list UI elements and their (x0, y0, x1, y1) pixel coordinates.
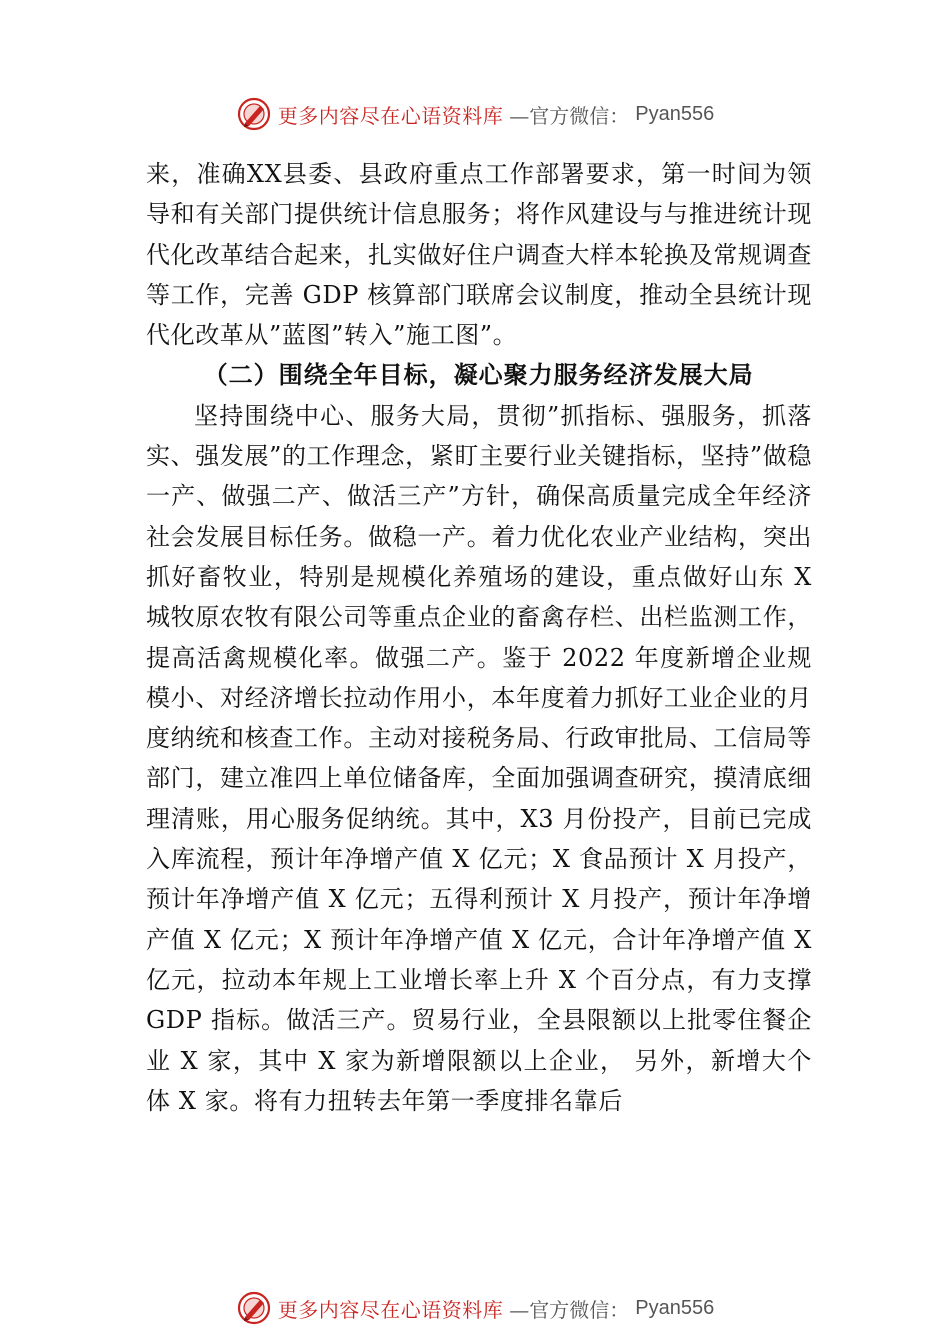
watermark-brand: 更多内容尽在心语资料库 (277, 103, 504, 128)
pen-logo-icon (236, 96, 272, 132)
pen-logo-icon (236, 1290, 272, 1326)
watermark-brand: 更多内容尽在心语资料库 (277, 1297, 504, 1322)
watermark-separator: —官方微信： (509, 103, 630, 128)
document-body (146, 154, 812, 1121)
watermark-wechat-id: Pyan556 (635, 1296, 715, 1319)
watermark-separator: —官方微信： (509, 1297, 630, 1322)
paragraph-section-2: 坚持围绕中心、服务大局，贯彻”抓指标、强服务，抓落实、强发展”的工作理念，紧盯主要行业关键指标，坚持”做稳一产、做强二产、做活三产”方针，确保高质量完成全年经济社会发展目标任务。做稳一产。着力优化农业产业结构，突出抓好畜牧业，特别是规模化养殖场的建设，重点做好山东 X 城牧原农牧有限公司等重点企业的畜禽存栏、出栏监测工作，提高活禽规模化率。做强二产。鉴于 2022 年度新增企业规模小、对经济增长拉动作用小，本年度着力抓好工业企业的月度纳统和核查工作。主动对接税务局、行政审批局、工信局等部门，建立准四上单位储备库，全面加强调查研究，摸清底细理清账，用心服务促纳统。其中，X3 月份投产，目前已完成入库流程，预计年净增产值 X 亿元；X 食品预计 X 月投产，预计年净增产值 X 亿元；五得利预计 X 月投产，预计年净增产值 X 亿元；X 预计年净增产值 X 亿元，合计年净增产值 X 亿元，拉动本年规上工业增长率上升 X 个百分点，有力支撑 GDP 指标。做活三产。贸易行业，全县限额以上批零住餐企业 X 家，其中 X 家为新增限额以上企业， 另外，新增大个体 X 家。将有力扭转去年第一季度排名靠后 (146, 401, 812, 1115)
section-heading-2: （二）围绕全年目标，凝心聚力服务经济发展大局 (203, 360, 754, 390)
watermark-wechat-id: Pyan556 (635, 102, 715, 125)
paragraph-continuation: 来，准确XX县委、县政府重点工作部署要求，第一时间为领导和有关部门提供统计信息服务；将作风建设与与推进统计现代化改革结合起来，扎实做好住户调查大样本轮换及常规调查等工作，完善 GDP 核算部门联席会议制度，推动全县统计现代化改革从”蓝图”转入”施工图”。 (146, 160, 812, 350)
header-watermark (0, 92, 950, 136)
footer-watermark (0, 1286, 950, 1330)
